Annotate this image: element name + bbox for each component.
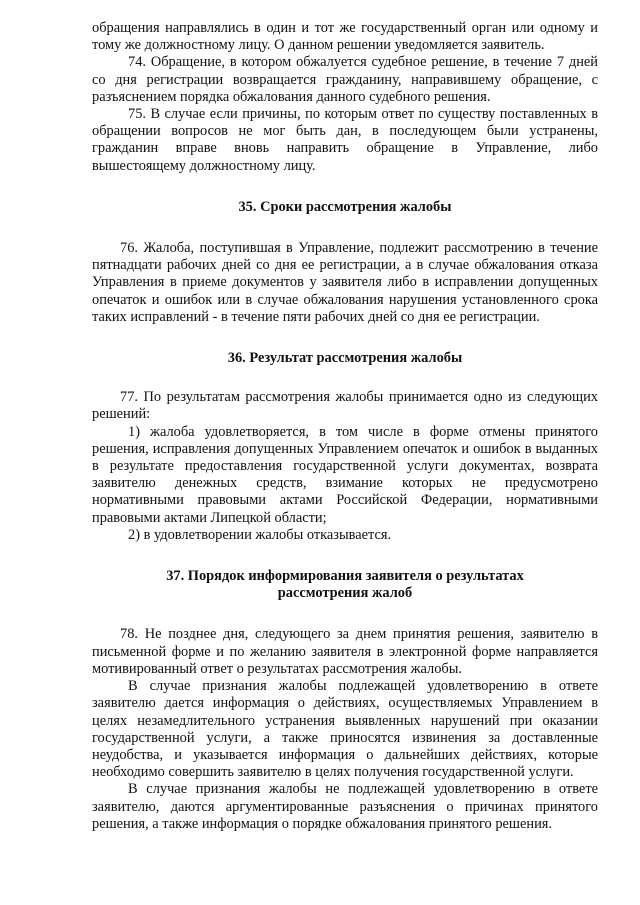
paragraph-77-item-1: 1) жалоба удовлетворяется, в том числе в форме отмены принятого решения, исправления допущенных Управлением опечаток и ошибок в выданных в результате предоставления государственной услуги документах, возврата заявителю денежных средств, взимание которых не предусмотрено нормативными правовыми актами Российской Федерации, нормативными правовыми актами Липецкой области;: [92, 423, 598, 526]
paragraph-continuation: обращения направлялись в один и тот же государственный орган или одному и тому же должностному лицу. О данном решении уведомляется заявитель.: [92, 20, 598, 54]
heading-36: 36. Результат рассмотрения жалобы: [227, 350, 463, 367]
heading-37-line-1: 37. Порядок информирования заявителя о результатах: [166, 568, 524, 585]
heading-37: [92, 568, 598, 602]
paragraph-75: 75. В случае если причины, по которым ответ по существу поставленных в обращении вопросов не мог быть дан, в последующем были устранены, гражданин вправе вновь направить обращение в Управление, либо вышестоящему должностному лицу.: [92, 106, 598, 174]
heading-37-line-2: рассмотрения жалоб: [277, 585, 413, 602]
heading-35: 35. Сроки рассмотрения жалобы: [238, 198, 452, 215]
document-page: [92, 20, 598, 833]
paragraph-78: 78. Не позднее дня, следующего за днем принятия решения, заявителю в письменной форме и по желанию заявителя в электронной форме направляется мотивированный ответ о результатах рассмотрения жалобы.: [92, 626, 598, 677]
paragraph-78-satisfied: В случае признания жалобы подлежащей удовлетворению в ответе заявителю дается информация о действиях, осуществляемых Управлением в целях незамедлительного устранения выявленных нарушений при оказании государственной услуги, а также приносятся извинения за доставленные неудобства, и указывается информация о дальнейших действиях, которые необходимо совершить заявителю в целях получения государственной услуги.: [92, 678, 598, 781]
paragraph-76: 76. Жалоба, поступившая в Управление, подлежит рассмотрению в течение пятнадцати рабочих дней со дня ее регистрации, а в случае обжалования отказа Управления в приеме документов у заявителя либо в исправлении допущенных опечаток и ошибок или в случае обжалования нарушения установленного срока таких исправлений - в течение пяти рабочих дней со дня ее регистрации.: [92, 240, 598, 325]
paragraph-78-rejected: В случае признания жалобы не подлежащей удовлетворению в ответе заявителю, даются аргументированные разъяснения о причинах принятого решения, а также информация о порядке обжалования принятого решения.: [92, 781, 598, 832]
paragraph-77: 77. По результатам рассмотрения жалобы принимается одно из следующих решений:: [92, 389, 598, 423]
paragraph-74: 74. Обращение, в котором обжалуется судебное решение, в течение 7 дней со дня регистрации возвращается гражданину, направившему обращение, с разъяснением порядка обжалования данного судебного решения.: [92, 54, 598, 105]
paragraph-77-item-2: 2) в удовлетворении жалобы отказывается.: [128, 526, 392, 543]
